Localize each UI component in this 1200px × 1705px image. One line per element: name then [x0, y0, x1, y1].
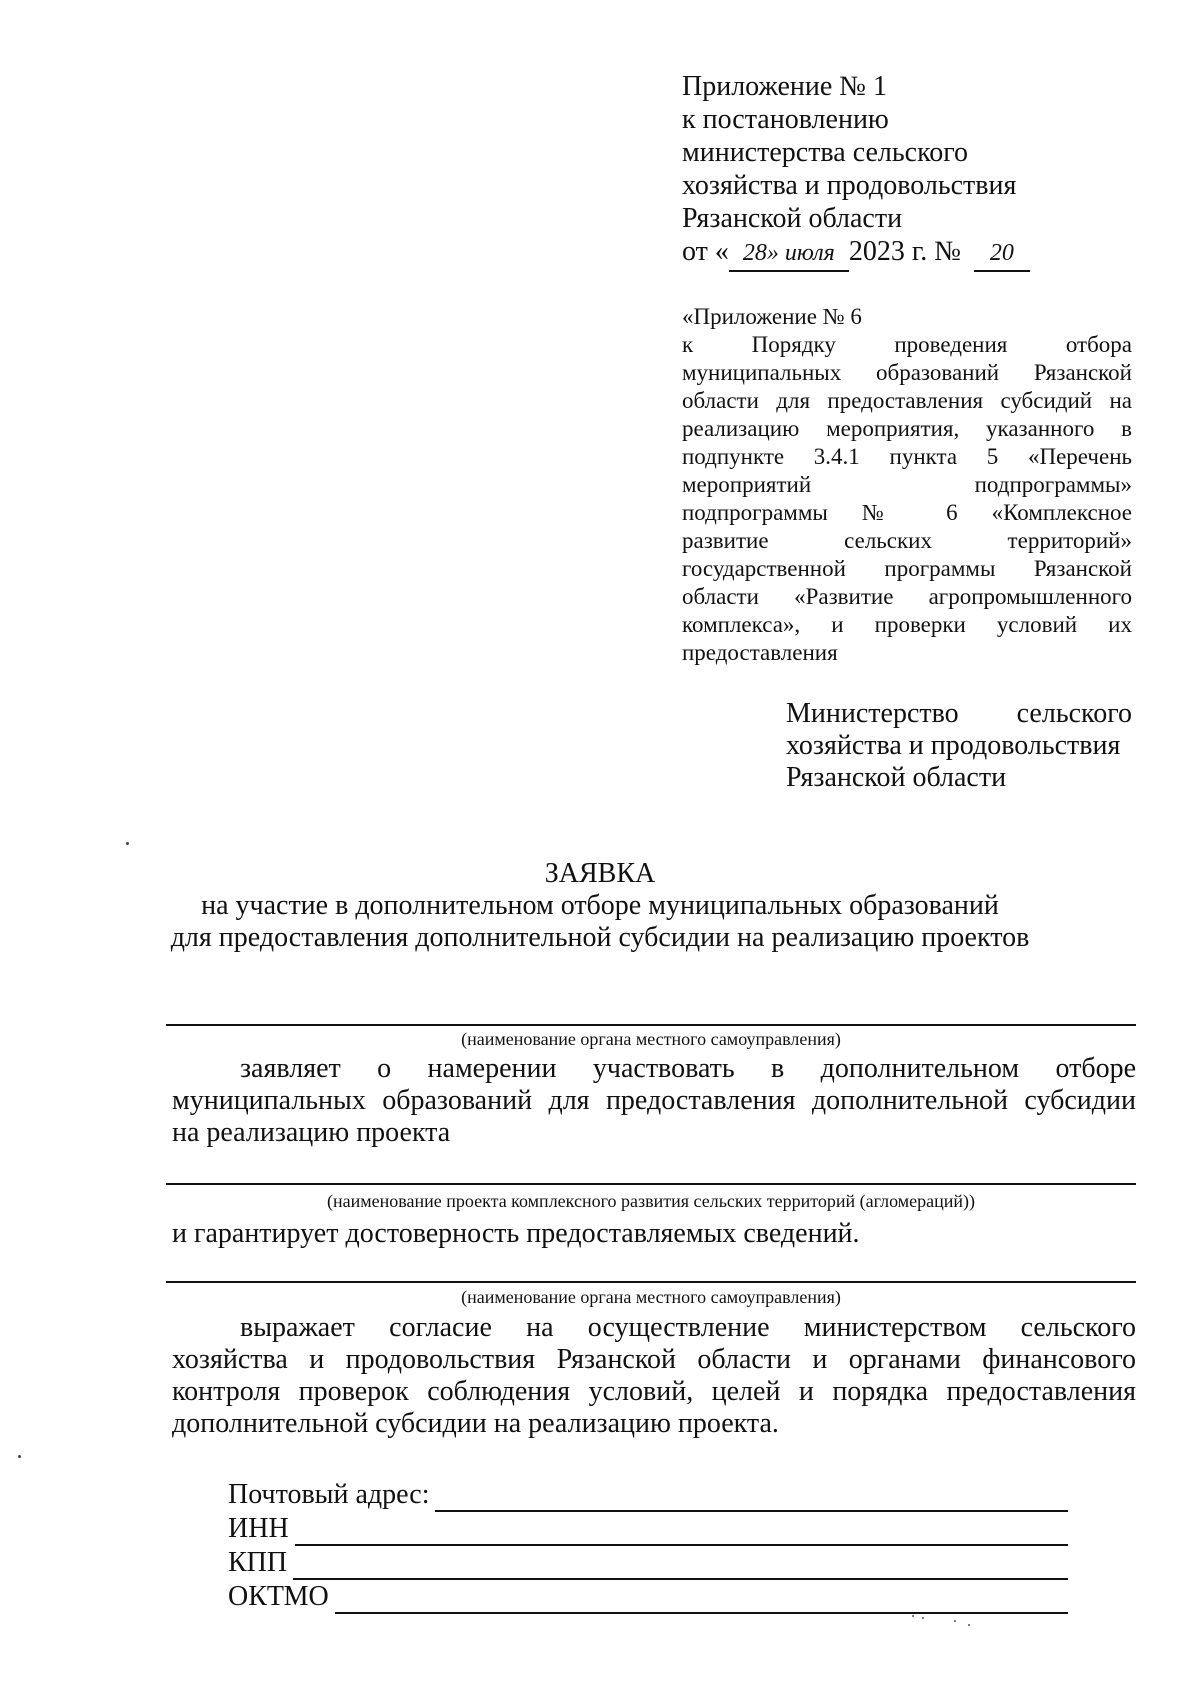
field-line [293, 1552, 1068, 1580]
header-date-line [682, 235, 1030, 272]
date-suffix: 2023 г. № [848, 236, 961, 267]
date-handwritten: 28» июля [729, 237, 849, 272]
field-inn [228, 1512, 1068, 1546]
field-line [335, 1586, 1068, 1614]
field-line [295, 1518, 1068, 1546]
appendix-line: к Порядку проведения отбора [682, 332, 1132, 357]
appendix-line: подпункте 3.4.1 пункта 5 «Перечень [682, 444, 1132, 469]
field-label: Почтовый адрес: [228, 1479, 430, 1510]
field-postal-address [228, 1478, 1068, 1512]
header-line: Приложение № 1 [682, 71, 887, 102]
scan-speck [968, 1624, 970, 1626]
appendix-line: подпрограммы № 6 «Комплексное [682, 500, 1132, 525]
addressee-line: Министерство сельского [786, 698, 1132, 729]
field-label: КПП [228, 1547, 288, 1578]
field-line [435, 1484, 1068, 1512]
paragraph-consent [172, 1312, 1136, 1440]
document-title [100, 858, 1100, 954]
number-handwritten: 20 [974, 237, 1030, 272]
paragraph-line: дополнительной субсидии на реализацию проекта. [172, 1408, 779, 1439]
appendix-line: области для предоставления субсидий на [682, 388, 1132, 413]
appendix-block [682, 303, 1132, 667]
scan-speck [954, 1620, 956, 1622]
title-line: для предоставления дополнительной субсидии на реализацию проектов [170, 922, 1030, 953]
title-line: на участие в дополнительном отборе муниципальных образований [201, 890, 999, 921]
paragraph-guarantee: и гарантирует достоверность предоставляемых сведений. [172, 1218, 860, 1249]
scan-speck [912, 1615, 914, 1617]
appendix-line: развитие сельских территорий» [682, 528, 1132, 553]
appendix-line: комплекса», и проверки условий их [682, 612, 1132, 637]
paragraph-line: контроля проверок соблюдения условий, целей и порядка предоставления [172, 1376, 1136, 1407]
field-kpp [228, 1546, 1068, 1580]
appendix-line: предоставления [682, 640, 838, 665]
header-line: министерства сельского [682, 137, 969, 168]
header-line: хозяйства и продовольствия [682, 170, 1017, 201]
scan-speck [126, 842, 129, 845]
scan-speck [18, 1455, 21, 1458]
appendix-line: государственной программы Рязанской [682, 556, 1132, 581]
date-prefix: от « [682, 236, 729, 267]
appendix-line: муниципальных образований Рязанской [682, 360, 1132, 385]
addressee-block [786, 698, 1132, 794]
addressee-line: хозяйства и продовольствия [786, 730, 1121, 761]
title-heading: ЗАЯВКА [544, 858, 656, 889]
appendix-line: реализацию мероприятия, указанного в [682, 416, 1132, 441]
fields-block [228, 1478, 1068, 1614]
caption-organ-1: (наименование органа местного самоуправления) [461, 1029, 841, 1049]
paragraph-line: хозяйства и продовольствия Рязанской области и органами финансового [172, 1344, 1136, 1375]
header-line: Рязанской области [682, 203, 903, 234]
paragraph-declare [172, 1053, 1136, 1149]
paragraph-line: выражает согласие на осуществление министерством сельского [240, 1312, 1136, 1343]
header-line: к постановлению [682, 104, 889, 135]
appendix-line: мероприятий подпрограммы» [682, 472, 1132, 497]
paragraph-line: на реализацию проекта [172, 1117, 451, 1148]
field-oktmo [228, 1580, 1068, 1614]
appendix-line: области «Развитие агропромышленного [682, 584, 1132, 609]
paragraph-line: муниципальных образований для предоставления дополнительной субсидии [172, 1085, 1136, 1116]
addressee-line: Рязанской области [786, 762, 1007, 793]
caption-organ-2: (наименование органа местного самоуправления) [461, 1287, 841, 1307]
blank-line-project [166, 1183, 1136, 1185]
appendix-line: «Приложение № 6 [682, 304, 862, 329]
scan-speck [922, 1617, 924, 1619]
field-label: ОКТМО [228, 1581, 329, 1612]
caption-project: (наименование проекта комплексного развития сельских территорий (агломераций)) [326, 1191, 976, 1211]
blank-line-organ-1 [166, 1024, 1136, 1026]
field-label: ИНН [228, 1513, 289, 1544]
paragraph-line: заявляет о намерении участвовать в дополнительном отборе [240, 1053, 1136, 1084]
header-block [682, 70, 1030, 272]
blank-line-organ-2 [166, 1281, 1136, 1283]
